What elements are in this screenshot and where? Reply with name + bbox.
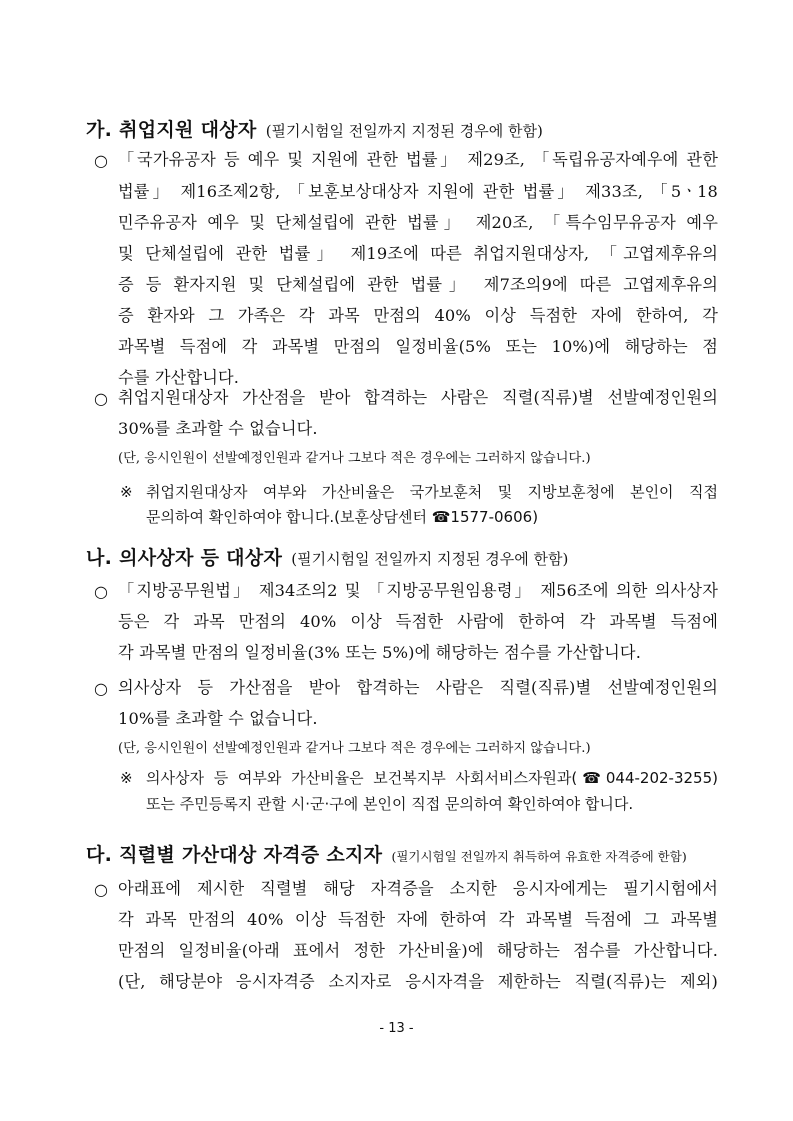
body-line: 법률」 제16조제2항, 「보훈보상대상자 지원에 관한 법률」 제33조, 「5ㆍ18 [118, 182, 718, 201]
bullet-circle: ○ [94, 880, 108, 899]
body-line: 아래표에 제시한 직렬별 해당 자격증을 소지한 응시자에게는 필기시험에서 [118, 879, 718, 898]
body-line: 증 등 환자지원 및 단체설립에 관한 법률」 제7조의9에 따른 고엽제후유의 [118, 275, 718, 294]
section-title: 가. 취업지원 대상자 [86, 119, 257, 141]
body-line: 취업지원대상자 가산점을 받아 합격하는 사람은 직렬(직류)별 선발예정인원의 [118, 388, 718, 407]
body-line: 「지방공무원법」 제34조의2 및 「지방공무원임용령」 제56조에 의한 의사상자 [118, 581, 718, 600]
reference-line: 또는 주민등록지 관할 시·군·구에 본인이 직접 문의하여 확인하여야 합니다. [146, 795, 634, 813]
section-note: (필기시험일 전일까지 취득하여 유효한 자격증에 한함) [391, 849, 687, 864]
bullet-circle: ○ [94, 151, 108, 170]
section-heading-injured-persons [86, 543, 568, 570]
section-note: (필기시험일 전일까지 지정된 경우에 한함) [291, 550, 569, 568]
body-line: 등은 각 과목 만점의 40% 이상 득점한 사람에 한하여 각 과목별 득점에 [118, 612, 718, 631]
body-line: 증 환자와 그 가족은 각 과목 만점의 40% 이상 득점한 자에 한하여, 각 [118, 306, 718, 325]
bullet-circle: ○ [94, 389, 108, 408]
reference-mark: ※ [120, 483, 133, 501]
body-line: 10%를 초과할 수 없습니다. [118, 709, 318, 728]
section-title: 다. 직렬별 가산대상 자격증 소지자 [86, 844, 383, 866]
reference-mark: ※ [120, 769, 133, 787]
exception-note: (단, 응시인원이 선발예정인원과 같거나 그보다 적은 경우에는 그러하지 않습니다.) [118, 741, 591, 756]
body-line: 각 과목별 만점의 일정비율(3% 또는 5%)에 해당하는 점수를 가산합니다. [118, 643, 642, 662]
section-heading-certificate-holders [86, 840, 687, 867]
section-heading-employment-support [86, 115, 543, 142]
section-title: 나. 의사상자 등 대상자 [86, 547, 283, 569]
body-line: 30%를 초과할 수 없습니다. [118, 419, 318, 438]
body-line: 만점의 일정비율(아래 표에서 정한 가산비율)에 해당하는 점수를 가산합니다. [118, 941, 718, 960]
bullet-circle: ○ [94, 582, 108, 601]
section-note: (필기시험일 전일까지 지정된 경우에 한함) [265, 122, 543, 140]
reference-line: 의사상자 등 여부와 가산비율은 보건복지부 사회서비스자원과(☎044-202-3255) [146, 769, 718, 787]
reference-line: 취업지원대상자 여부와 가산비율은 국가보훈처 및 지방보훈청에 본인이 직접 [146, 483, 718, 501]
body-line: 및 단체설립에 관한 법률」 제19조에 따른 취업지원대상자, 「고엽제후유의 [118, 244, 718, 263]
body-line: 의사상자 등 가산점을 받아 합격하는 사람은 직렬(직류)별 선발예정인원의 [118, 678, 718, 697]
page-number: - 13 - [379, 1021, 414, 1036]
bullet-circle: ○ [94, 679, 108, 698]
body-line: 각 과목 만점의 40% 이상 득점한 자에 한하여 각 과목별 득점에 그 과목별 [118, 910, 718, 929]
body-line: 수를 가산합니다. [118, 368, 240, 387]
body-line: 민주유공자 예우 및 단체설립에 관한 법률」 제20조, 「특수임무유공자 예우 [118, 213, 718, 232]
body-line: 과목별 득점에 각 과목별 만점의 일정비율(5% 또는 10%)에 해당하는 점 [118, 337, 718, 356]
reference-line: 문의하여 확인하여야 합니다.(보훈상담센터 ☎1577-0606) [146, 508, 539, 526]
body-line: 「국가유공자 등 예우 및 지원에 관한 법률」 제29조, 「독립유공자예우에 관한 [118, 150, 718, 169]
exception-note: (단, 응시인원이 선발예정인원과 같거나 그보다 적은 경우에는 그러하지 않습니다.) [118, 451, 591, 466]
body-line: (단, 해당분야 응시자격증 소지자로 응시자격을 제한하는 직렬(직류)는 제외) [118, 972, 718, 991]
